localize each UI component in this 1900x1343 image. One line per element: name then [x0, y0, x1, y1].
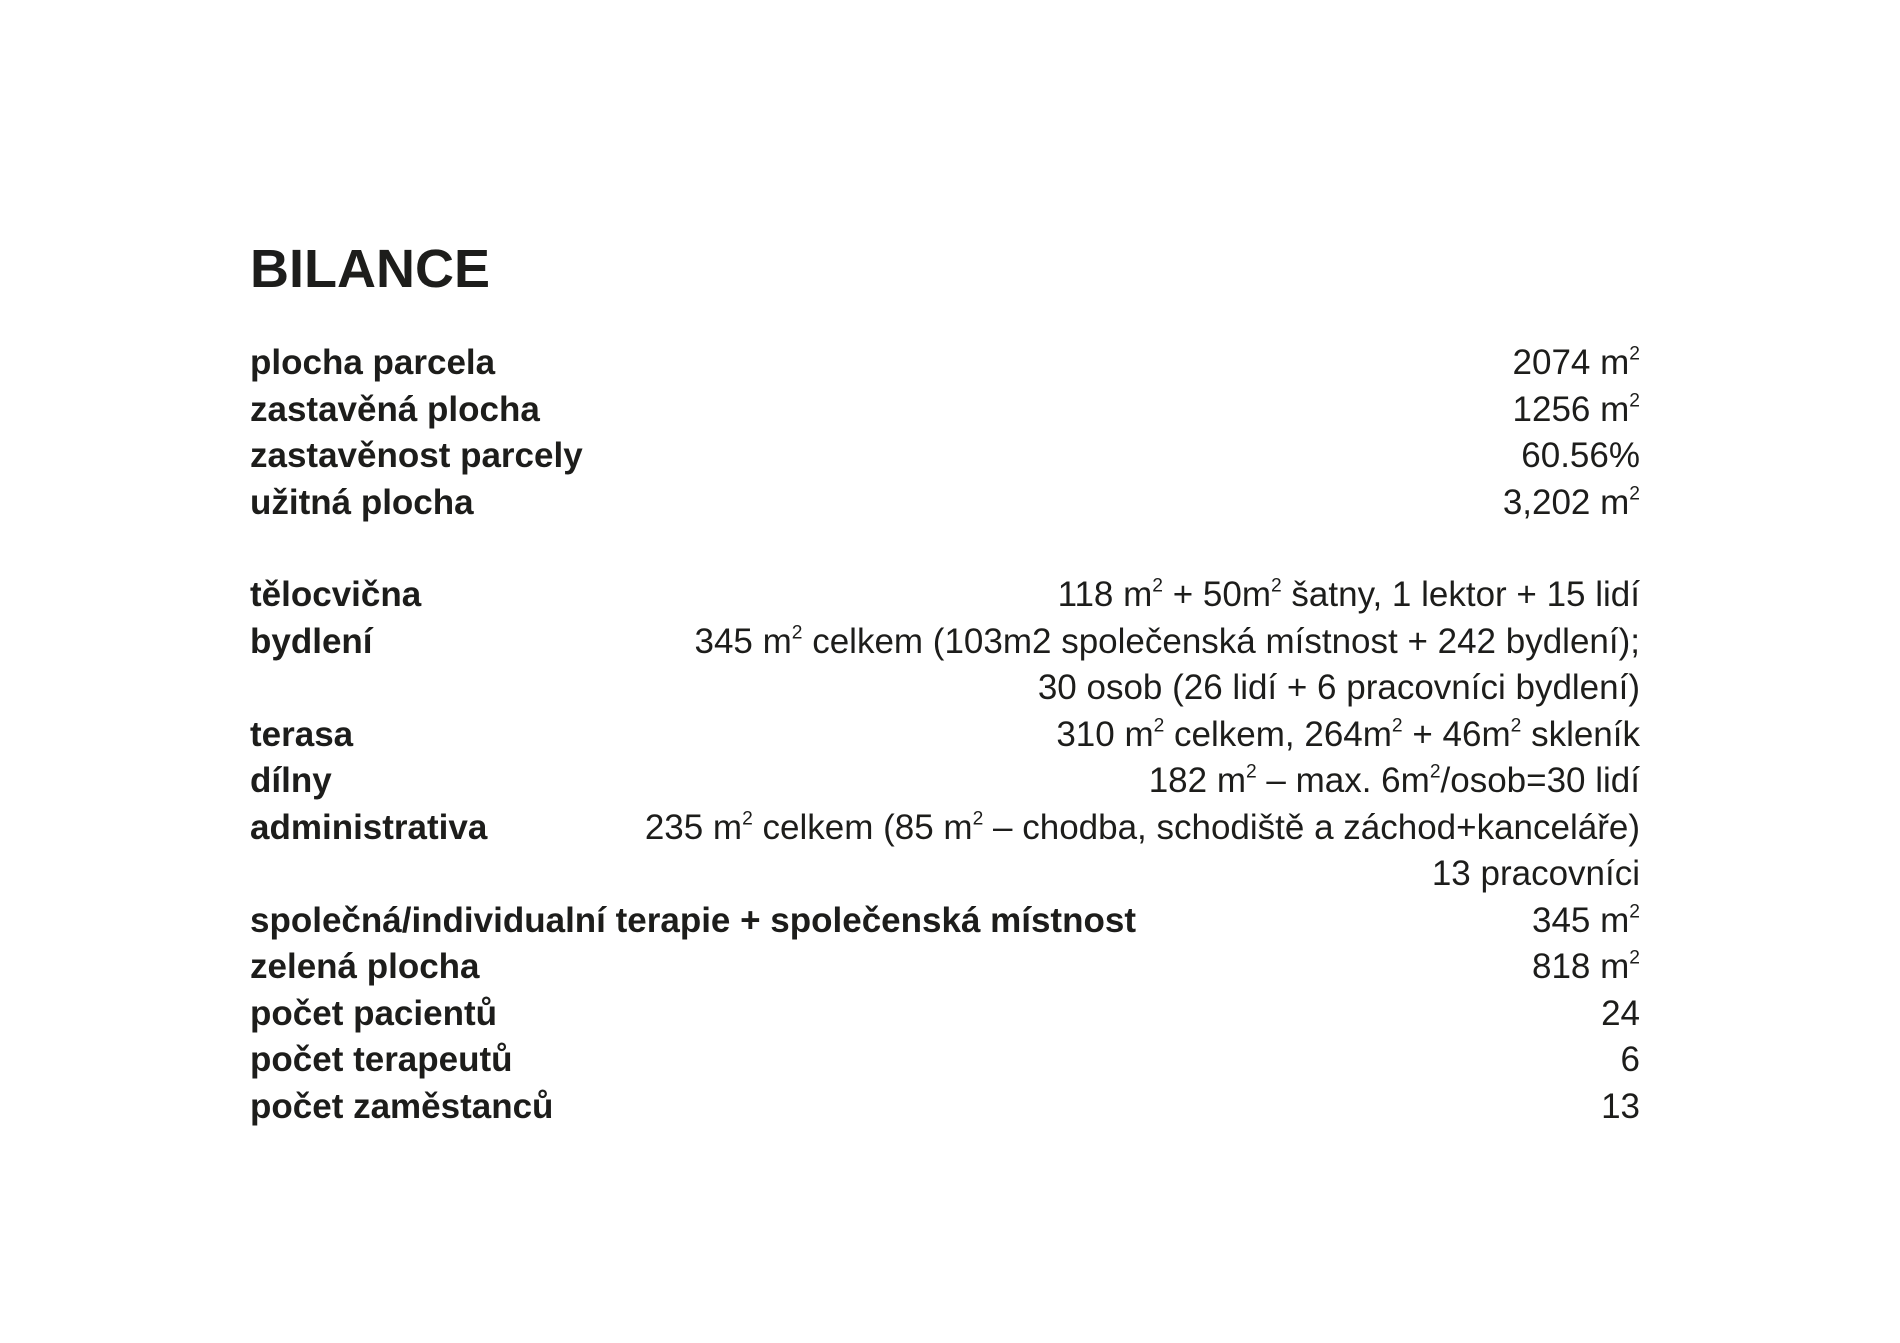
row-label: terasa	[250, 714, 354, 754]
row-value	[1513, 387, 1640, 434]
superscript: 2	[1429, 761, 1441, 783]
row-label: počet terapeutů	[250, 1040, 513, 1079]
row-value	[1503, 480, 1640, 527]
superscript: 2	[972, 808, 984, 830]
row-value	[1058, 572, 1640, 619]
table-row	[250, 898, 1640, 945]
superscript: 2	[1152, 575, 1163, 597]
table-row	[250, 340, 1640, 387]
value-text: 182 m	[1148, 761, 1246, 800]
table-row	[250, 1084, 1640, 1131]
row-value	[1513, 340, 1640, 387]
row-value	[1038, 665, 1640, 712]
row-label: administrativa	[250, 807, 488, 847]
value-text: – max. 6m	[1256, 761, 1430, 800]
superscript: 2	[1510, 715, 1522, 737]
value-text: 310 m	[1056, 714, 1154, 754]
value-text: 1256 m	[1512, 389, 1630, 429]
value-text: + 50m	[1163, 575, 1271, 614]
table-row	[250, 712, 1640, 759]
bilance-table	[250, 340, 1640, 1130]
row-label: dílny	[250, 761, 332, 800]
value-text: 24	[1601, 993, 1640, 1033]
superscript: 2	[1629, 343, 1640, 365]
value-text: 235 m	[644, 807, 743, 847]
row-value	[1621, 1037, 1640, 1084]
value-text: skleník	[1521, 714, 1640, 754]
superscript: 2	[1629, 483, 1640, 505]
value-text: 3,202 m	[1502, 482, 1630, 522]
row-label: společná/individualní terapie + společenská místnost	[250, 900, 1136, 940]
table-row	[250, 944, 1640, 991]
superscript: 2	[1245, 761, 1257, 783]
superscript: 2	[1270, 575, 1282, 597]
row-label: plocha parcela	[250, 343, 496, 382]
value-text: celkem (85 m	[752, 807, 973, 847]
table-row	[250, 1037, 1640, 1084]
row-label: bydlení	[250, 621, 373, 661]
row-value	[1521, 433, 1640, 480]
row-value	[1149, 758, 1640, 805]
superscript: 2	[1391, 715, 1403, 737]
value-text: 118 m	[1057, 575, 1153, 614]
value-text: 6	[1620, 1040, 1640, 1079]
row-value	[694, 619, 1640, 666]
value-text: 345 m	[694, 621, 792, 661]
table-row	[250, 991, 1640, 1038]
value-text: 818 m	[1532, 947, 1630, 986]
table-row	[250, 851, 1640, 898]
value-text: 60.56%	[1521, 436, 1640, 475]
row-value	[1532, 944, 1640, 991]
value-text: šatny, 1 lektor + 15 lidí	[1281, 575, 1640, 614]
row-value	[1601, 1084, 1640, 1131]
table-row	[250, 758, 1640, 805]
value-text: 345 m	[1532, 900, 1630, 940]
row-value	[1056, 712, 1640, 759]
table-row	[250, 480, 1640, 527]
table-row	[250, 387, 1640, 434]
value-text: 30 osob (26 lidí + 6 pracovníci bydlení)	[1037, 668, 1640, 707]
value-text: /osob=30 lidí	[1440, 761, 1640, 800]
row-value	[1532, 898, 1640, 945]
value-text: celkem (103m2 společenská místnost + 242 bydlení);	[802, 621, 1640, 661]
table-row	[250, 805, 1640, 852]
row-label: zastavěnost parcely	[250, 436, 583, 475]
value-text: – chodba, schodiště a záchod+kanceláře)	[983, 807, 1640, 847]
row-value	[1601, 991, 1640, 1038]
table-row	[250, 572, 1640, 619]
superscript: 2	[1629, 901, 1640, 923]
value-text: + 46m	[1402, 714, 1511, 754]
row-label: užitná plocha	[250, 482, 474, 522]
superscript: 2	[742, 808, 753, 830]
superscript: 2	[791, 622, 803, 644]
row-label: zastavěná plocha	[250, 389, 540, 429]
row-value	[645, 805, 1640, 852]
page-title: BILANCE	[250, 239, 490, 299]
value-text: celkem, 264m	[1164, 714, 1392, 754]
row-label: počet pacientů	[250, 993, 497, 1033]
bilance-sheet	[250, 238, 1640, 1130]
table-row	[250, 665, 1640, 712]
row-label: zelená plocha	[250, 947, 480, 986]
superscript: 2	[1153, 715, 1165, 737]
row-label: počet zaměstanců	[250, 1086, 554, 1126]
superscript: 2	[1629, 390, 1640, 412]
table-row	[250, 433, 1640, 480]
value-text: 13 pracovníci	[1431, 854, 1640, 893]
superscript: 2	[1629, 947, 1640, 969]
row-value	[1432, 851, 1640, 898]
row-label: tělocvična	[250, 575, 422, 614]
value-text: 2074 m	[1512, 343, 1630, 382]
table-row	[250, 619, 1640, 666]
value-text: 13	[1601, 1086, 1640, 1126]
